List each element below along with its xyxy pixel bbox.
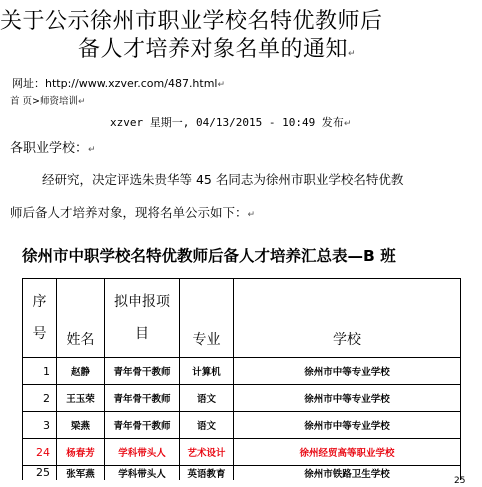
paragraph-mark-icon: ↵ (88, 145, 96, 155)
cell-num: 3 (23, 412, 57, 439)
table-header-row (23, 279, 461, 358)
cell-num: 25 (23, 466, 57, 483)
article-byline: xzver 星期一, 04/13/2015 - 10:49 发布↵ (110, 116, 352, 129)
body-paragraph-line-2: 师后备人才培养对象，现将名单公示如下：↵ (10, 205, 256, 220)
cell-project: 学科带头人 (105, 466, 180, 483)
paragraph-mark-icon: ↵ (348, 49, 357, 59)
cell-num: 1 (23, 358, 57, 385)
cell-major: 计算机 (180, 358, 234, 385)
cell-project: 青年骨干教师 (105, 412, 180, 439)
cell-school: 徐州市铁路卫生学校 (234, 466, 461, 483)
cell-name: 张军燕 (57, 466, 105, 483)
cell-major: 艺术设计 (180, 439, 234, 466)
cell-num: 24 (23, 439, 57, 466)
cell-name: 梁燕 (57, 412, 105, 439)
article-url[interactable]: 网址：http://www.xzver.com/487.html↵ (12, 77, 226, 90)
page-corner-number: 25 (454, 476, 466, 486)
article-title-line-2: 备人才培养对象名单的通知↵ (78, 37, 357, 62)
cell-name: 杨春芳 (57, 439, 105, 466)
roster-table-title: 徐州市中职学校名特优教师后备人才培养汇总表—B 班 (22, 247, 396, 265)
header-major: 专业 (180, 279, 234, 358)
table-row (23, 385, 461, 412)
table-row-highlighted (23, 439, 461, 466)
cell-project: 青年骨干教师 (105, 358, 180, 385)
body-paragraph-line-1: 经研究，决定评选朱贵华等 45 名同志为徐州市职业学校名特优教 (42, 172, 404, 187)
cell-project: 学科带头人 (105, 439, 180, 466)
cell-num: 2 (23, 385, 57, 412)
cell-major: 语文 (180, 385, 234, 412)
header-name: 姓名 (57, 279, 105, 358)
header-seq: 序 号 (23, 279, 57, 358)
cell-project: 青年骨干教师 (105, 385, 180, 412)
cell-school: 徐州经贸高等职业学校 (234, 439, 461, 466)
cell-school: 徐州市中等专业学校 (234, 412, 461, 439)
header-project: 拟申报项 目 (105, 279, 180, 358)
table-row (23, 412, 461, 439)
paragraph-mark-icon: ↵ (217, 80, 226, 90)
header-school: 学校 (234, 279, 461, 358)
paragraph-mark-icon: ↵ (77, 97, 86, 107)
table-row (23, 358, 461, 385)
viewport-bottom-edge (0, 480, 482, 487)
cell-name: 王玉荣 (57, 385, 105, 412)
article-title-line-1: 关于公示徐州市职业学校名特优教师后 (0, 9, 383, 34)
breadcrumb[interactable]: 首 页>师资培训↵ (10, 96, 86, 107)
cell-school: 徐州市中等专业学校 (234, 358, 461, 385)
cell-name: 赵静 (57, 358, 105, 385)
paragraph-mark-icon: ↵ (343, 119, 352, 129)
cell-major: 英语教育 (180, 466, 234, 483)
cell-major: 语文 (180, 412, 234, 439)
cell-school: 徐州市中等专业学校 (234, 385, 461, 412)
paragraph-mark-icon: ↵ (247, 210, 256, 220)
greeting: 各职业学校：↵ (10, 141, 96, 156)
roster-table (22, 278, 461, 483)
